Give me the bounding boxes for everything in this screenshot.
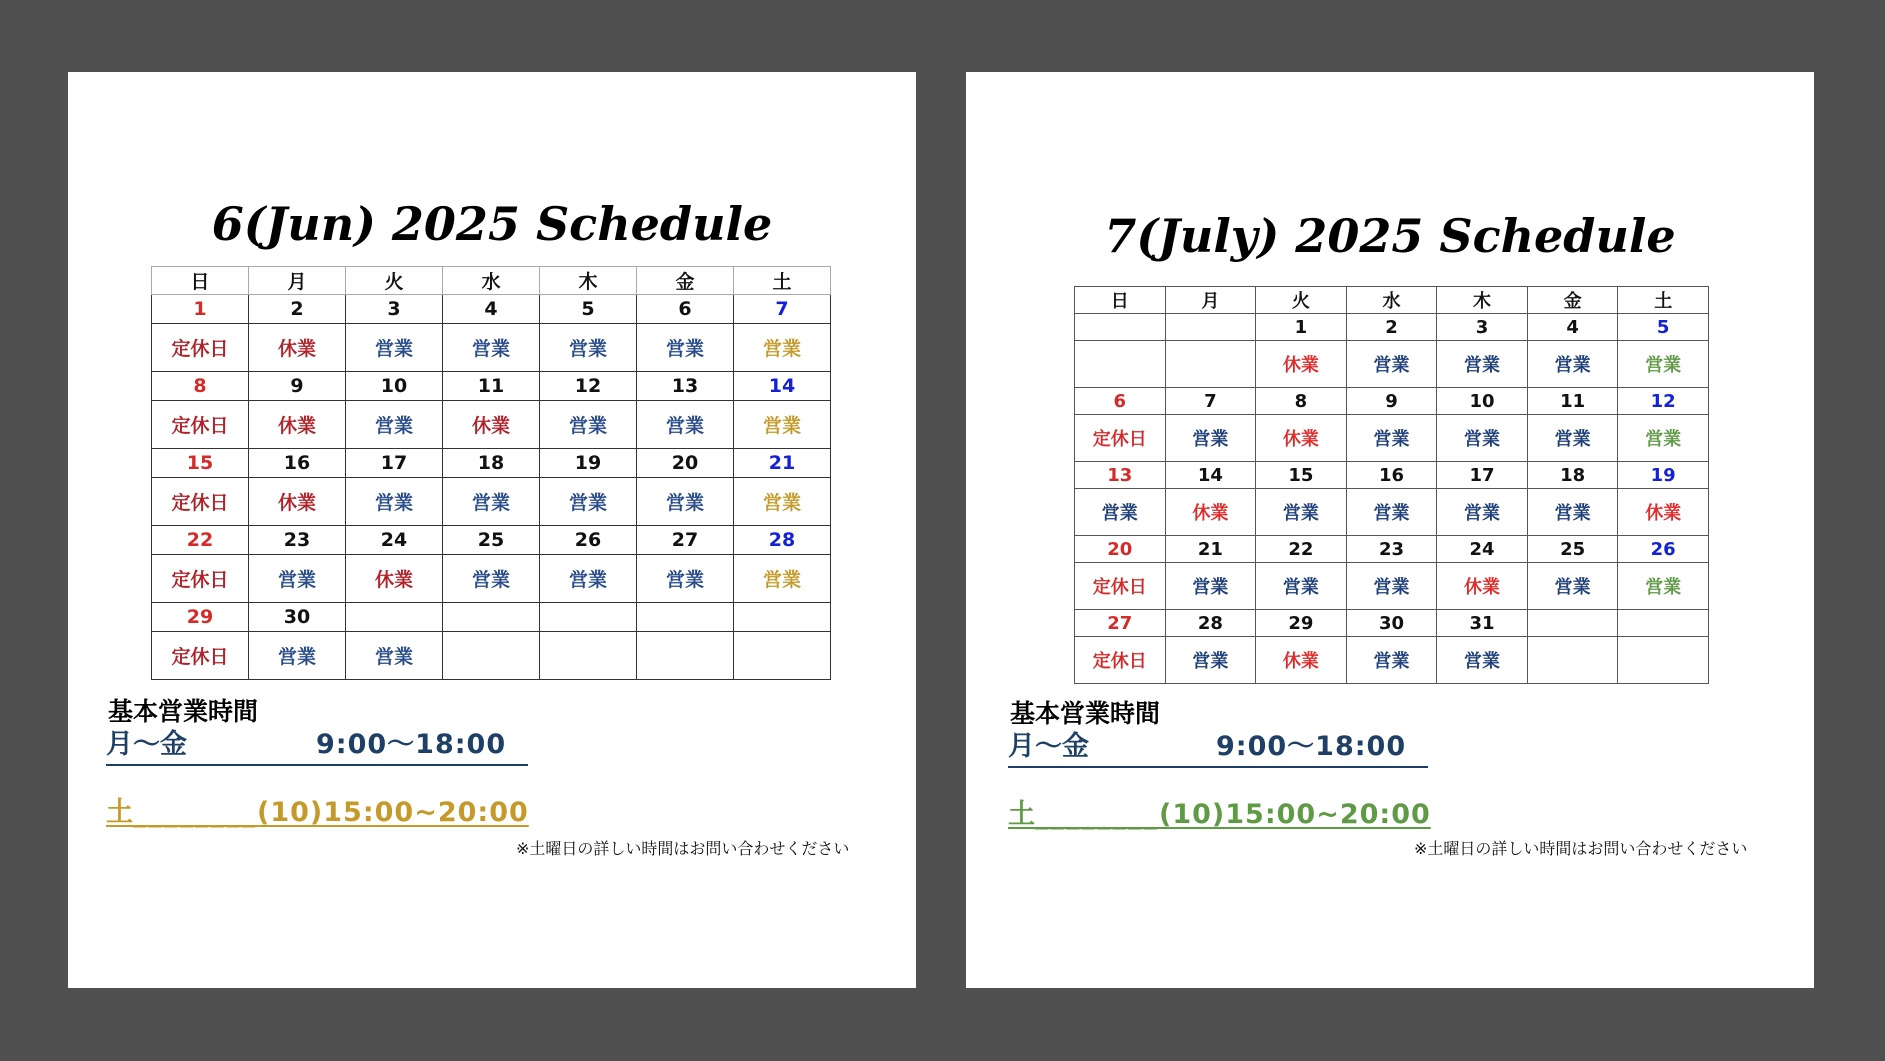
july-status-cell: 営業 — [1346, 637, 1437, 684]
july-status-cell: 定休日 — [1075, 563, 1166, 610]
june-saturday-label: 土 — [106, 797, 133, 828]
july-date-cell: 22 — [1256, 536, 1347, 563]
june-weekday-header: 日 — [152, 267, 249, 295]
june-status-cell: 営業 — [540, 555, 637, 603]
june-status-cell: 営業 — [734, 478, 831, 526]
july-date-cell — [1618, 610, 1709, 637]
june-status-cell: 営業 — [637, 478, 734, 526]
july-date-cell — [1165, 314, 1256, 341]
june-date-cell: 1 — [152, 295, 249, 324]
july-date-cell: 1 — [1256, 314, 1347, 341]
july-date-cell — [1527, 610, 1618, 637]
june-date-cell: 21 — [734, 449, 831, 478]
july-status-cell: 営業 — [1165, 563, 1256, 610]
july-weekday-hours — [1008, 724, 1428, 768]
july-date-cell: 16 — [1346, 462, 1437, 489]
july-date-cell: 14 — [1165, 462, 1256, 489]
july-status-cell: 休業 — [1256, 341, 1347, 388]
july-status-cell: 休業 — [1256, 415, 1347, 462]
july-date-cell: 17 — [1437, 462, 1528, 489]
july-weekday-header: 月 — [1165, 287, 1256, 314]
june-status-cell: 休業 — [249, 401, 346, 449]
july-saturday-note: ※土曜日の詳しい時間はお問い合わせください — [1414, 839, 1748, 858]
june-status-cell: 営業 — [637, 555, 734, 603]
july-date-cell — [1075, 314, 1166, 341]
june-weekday-hours — [106, 722, 528, 766]
july-status-cell: 営業 — [1346, 563, 1437, 610]
july-date-cell: 8 — [1256, 388, 1347, 415]
july-weekday-header: 木 — [1437, 287, 1528, 314]
june-weekday-label: 月～金 — [106, 729, 187, 760]
july-status-cell: 営業 — [1527, 489, 1618, 536]
july-status-cell: 定休日 — [1075, 415, 1166, 462]
june-saturday-note: ※土曜日の詳しい時間はお問い合わせください — [516, 839, 850, 858]
june-status-cell: 営業 — [540, 324, 637, 372]
june-date-cell: 10 — [346, 372, 443, 401]
june-status-cell: 営業 — [540, 478, 637, 526]
july-schedule-card — [966, 72, 1814, 988]
june-date-cell: 29 — [152, 603, 249, 632]
july-status-cell: 営業 — [1527, 415, 1618, 462]
july-date-cell: 18 — [1527, 462, 1618, 489]
july-date-cell: 29 — [1256, 610, 1347, 637]
june-weekday-header: 月 — [249, 267, 346, 295]
july-title: 7(July) 2025 Schedule — [1104, 209, 1676, 263]
july-date-cell: 30 — [1346, 610, 1437, 637]
june-saturday-dashes: ________ — [133, 797, 257, 828]
july-status-cell: 営業 — [1618, 415, 1709, 462]
june-saturday-hours — [106, 790, 586, 832]
june-date-cell: 24 — [346, 526, 443, 555]
july-status-cell: 営業 — [1527, 563, 1618, 610]
june-status-cell: 営業 — [734, 555, 831, 603]
july-status-cell: 営業 — [1165, 415, 1256, 462]
june-status-cell: 営業 — [734, 324, 831, 372]
june-saturday-time: (10)15:00~20:00 — [257, 797, 529, 828]
july-date-cell: 28 — [1165, 610, 1256, 637]
june-status-cell — [734, 632, 831, 680]
july-weekday-header: 土 — [1618, 287, 1709, 314]
july-weekday-header: 火 — [1256, 287, 1347, 314]
july-status-cell: 休業 — [1437, 563, 1528, 610]
july-weekday-header: 金 — [1527, 287, 1618, 314]
june-date-cell: 14 — [734, 372, 831, 401]
july-status-cell: 営業 — [1618, 341, 1709, 388]
june-date-cell: 4 — [443, 295, 540, 324]
june-status-cell: 営業 — [734, 401, 831, 449]
july-status-cell — [1075, 341, 1166, 388]
june-date-cell: 22 — [152, 526, 249, 555]
june-date-cell: 12 — [540, 372, 637, 401]
june-date-cell: 6 — [637, 295, 734, 324]
july-status-cell: 休業 — [1256, 637, 1347, 684]
july-date-cell: 15 — [1256, 462, 1347, 489]
june-date-cell — [540, 603, 637, 632]
june-status-cell: 定休日 — [152, 632, 249, 680]
july-date-cell: 11 — [1527, 388, 1618, 415]
june-status-cell: 営業 — [249, 555, 346, 603]
june-date-cell: 7 — [734, 295, 831, 324]
july-date-cell: 4 — [1527, 314, 1618, 341]
june-status-cell: 営業 — [443, 478, 540, 526]
july-status-cell: 営業 — [1437, 341, 1528, 388]
july-status-cell: 営業 — [1527, 341, 1618, 388]
july-date-cell: 3 — [1437, 314, 1528, 341]
june-date-cell: 20 — [637, 449, 734, 478]
june-date-cell: 13 — [637, 372, 734, 401]
june-status-cell: 休業 — [249, 478, 346, 526]
june-date-cell: 5 — [540, 295, 637, 324]
july-date-cell: 31 — [1437, 610, 1528, 637]
june-calendar-table — [151, 266, 831, 680]
june-hours-title: 基本営業時間 — [108, 697, 259, 726]
june-status-cell: 営業 — [346, 478, 443, 526]
july-saturday-time: (10)15:00~20:00 — [1159, 799, 1431, 830]
july-date-cell: 13 — [1075, 462, 1166, 489]
july-status-cell: 休業 — [1618, 489, 1709, 536]
july-date-cell: 9 — [1346, 388, 1437, 415]
july-status-cell — [1527, 637, 1618, 684]
july-status-cell: 定休日 — [1075, 637, 1166, 684]
july-weekday-header: 日 — [1075, 287, 1166, 314]
june-status-cell: 定休日 — [152, 401, 249, 449]
july-date-cell: 12 — [1618, 388, 1709, 415]
july-saturday-dashes: ________ — [1035, 799, 1159, 830]
july-saturday-hours — [1008, 792, 1488, 834]
july-date-cell: 25 — [1527, 536, 1618, 563]
june-status-cell: 定休日 — [152, 478, 249, 526]
july-status-cell: 営業 — [1437, 489, 1528, 536]
june-date-cell: 26 — [540, 526, 637, 555]
june-date-cell — [637, 603, 734, 632]
june-weekday-header: 土 — [734, 267, 831, 295]
july-status-cell: 営業 — [1256, 489, 1347, 536]
july-hours-title: 基本営業時間 — [1010, 699, 1161, 728]
july-status-cell: 営業 — [1346, 415, 1437, 462]
june-date-cell — [346, 603, 443, 632]
june-status-cell: 営業 — [637, 401, 734, 449]
june-date-cell: 23 — [249, 526, 346, 555]
june-status-cell: 営業 — [637, 324, 734, 372]
june-status-cell: 営業 — [346, 632, 443, 680]
july-date-cell: 23 — [1346, 536, 1437, 563]
june-status-cell: 休業 — [443, 401, 540, 449]
june-weekday-header: 水 — [443, 267, 540, 295]
july-status-cell: 営業 — [1618, 563, 1709, 610]
june-date-cell: 25 — [443, 526, 540, 555]
june-weekday-time: 9:00～18:00 — [316, 729, 507, 760]
june-status-cell: 営業 — [540, 401, 637, 449]
june-status-cell: 定休日 — [152, 324, 249, 372]
july-status-cell: 営業 — [1075, 489, 1166, 536]
june-date-cell — [734, 603, 831, 632]
june-status-cell: 営業 — [249, 632, 346, 680]
july-date-cell: 7 — [1165, 388, 1256, 415]
june-status-cell — [540, 632, 637, 680]
july-date-cell: 5 — [1618, 314, 1709, 341]
july-status-cell: 営業 — [1437, 637, 1528, 684]
june-date-cell: 19 — [540, 449, 637, 478]
july-date-cell: 21 — [1165, 536, 1256, 563]
june-status-cell: 営業 — [346, 324, 443, 372]
june-weekday-header: 金 — [637, 267, 734, 295]
june-weekday-header: 木 — [540, 267, 637, 295]
july-weekday-time: 9:00～18:00 — [1216, 731, 1407, 762]
july-date-cell: 20 — [1075, 536, 1166, 563]
july-date-cell: 19 — [1618, 462, 1709, 489]
june-date-cell: 11 — [443, 372, 540, 401]
june-status-cell — [443, 632, 540, 680]
june-schedule-card — [68, 72, 916, 988]
june-status-cell: 営業 — [346, 401, 443, 449]
july-status-cell — [1618, 637, 1709, 684]
july-date-cell: 27 — [1075, 610, 1166, 637]
june-date-cell: 2 — [249, 295, 346, 324]
july-date-cell: 10 — [1437, 388, 1528, 415]
june-status-cell: 定休日 — [152, 555, 249, 603]
june-date-cell: 3 — [346, 295, 443, 324]
june-date-cell: 15 — [152, 449, 249, 478]
july-status-cell — [1165, 341, 1256, 388]
june-title: 6(Jun) 2025 Schedule — [211, 197, 773, 251]
july-date-cell: 6 — [1075, 388, 1166, 415]
june-date-cell: 17 — [346, 449, 443, 478]
july-status-cell: 営業 — [1346, 489, 1437, 536]
june-date-cell: 9 — [249, 372, 346, 401]
july-weekday-label: 月～金 — [1008, 731, 1089, 762]
july-saturday-label: 土 — [1008, 799, 1035, 830]
july-status-cell: 休業 — [1165, 489, 1256, 536]
july-date-cell: 2 — [1346, 314, 1437, 341]
june-status-cell: 休業 — [346, 555, 443, 603]
july-status-cell: 営業 — [1256, 563, 1347, 610]
july-status-cell: 営業 — [1437, 415, 1528, 462]
july-date-cell: 24 — [1437, 536, 1528, 563]
june-date-cell: 30 — [249, 603, 346, 632]
june-weekday-header: 火 — [346, 267, 443, 295]
june-date-cell: 28 — [734, 526, 831, 555]
june-status-cell: 休業 — [249, 324, 346, 372]
july-status-cell: 営業 — [1346, 341, 1437, 388]
july-calendar-table — [1074, 286, 1709, 684]
june-date-cell — [443, 603, 540, 632]
july-date-cell: 26 — [1618, 536, 1709, 563]
july-weekday-header: 水 — [1346, 287, 1437, 314]
june-date-cell: 8 — [152, 372, 249, 401]
july-status-cell: 営業 — [1165, 637, 1256, 684]
june-date-cell: 27 — [637, 526, 734, 555]
june-status-cell — [637, 632, 734, 680]
june-date-cell: 16 — [249, 449, 346, 478]
june-status-cell: 営業 — [443, 324, 540, 372]
june-status-cell: 営業 — [443, 555, 540, 603]
june-date-cell: 18 — [443, 449, 540, 478]
